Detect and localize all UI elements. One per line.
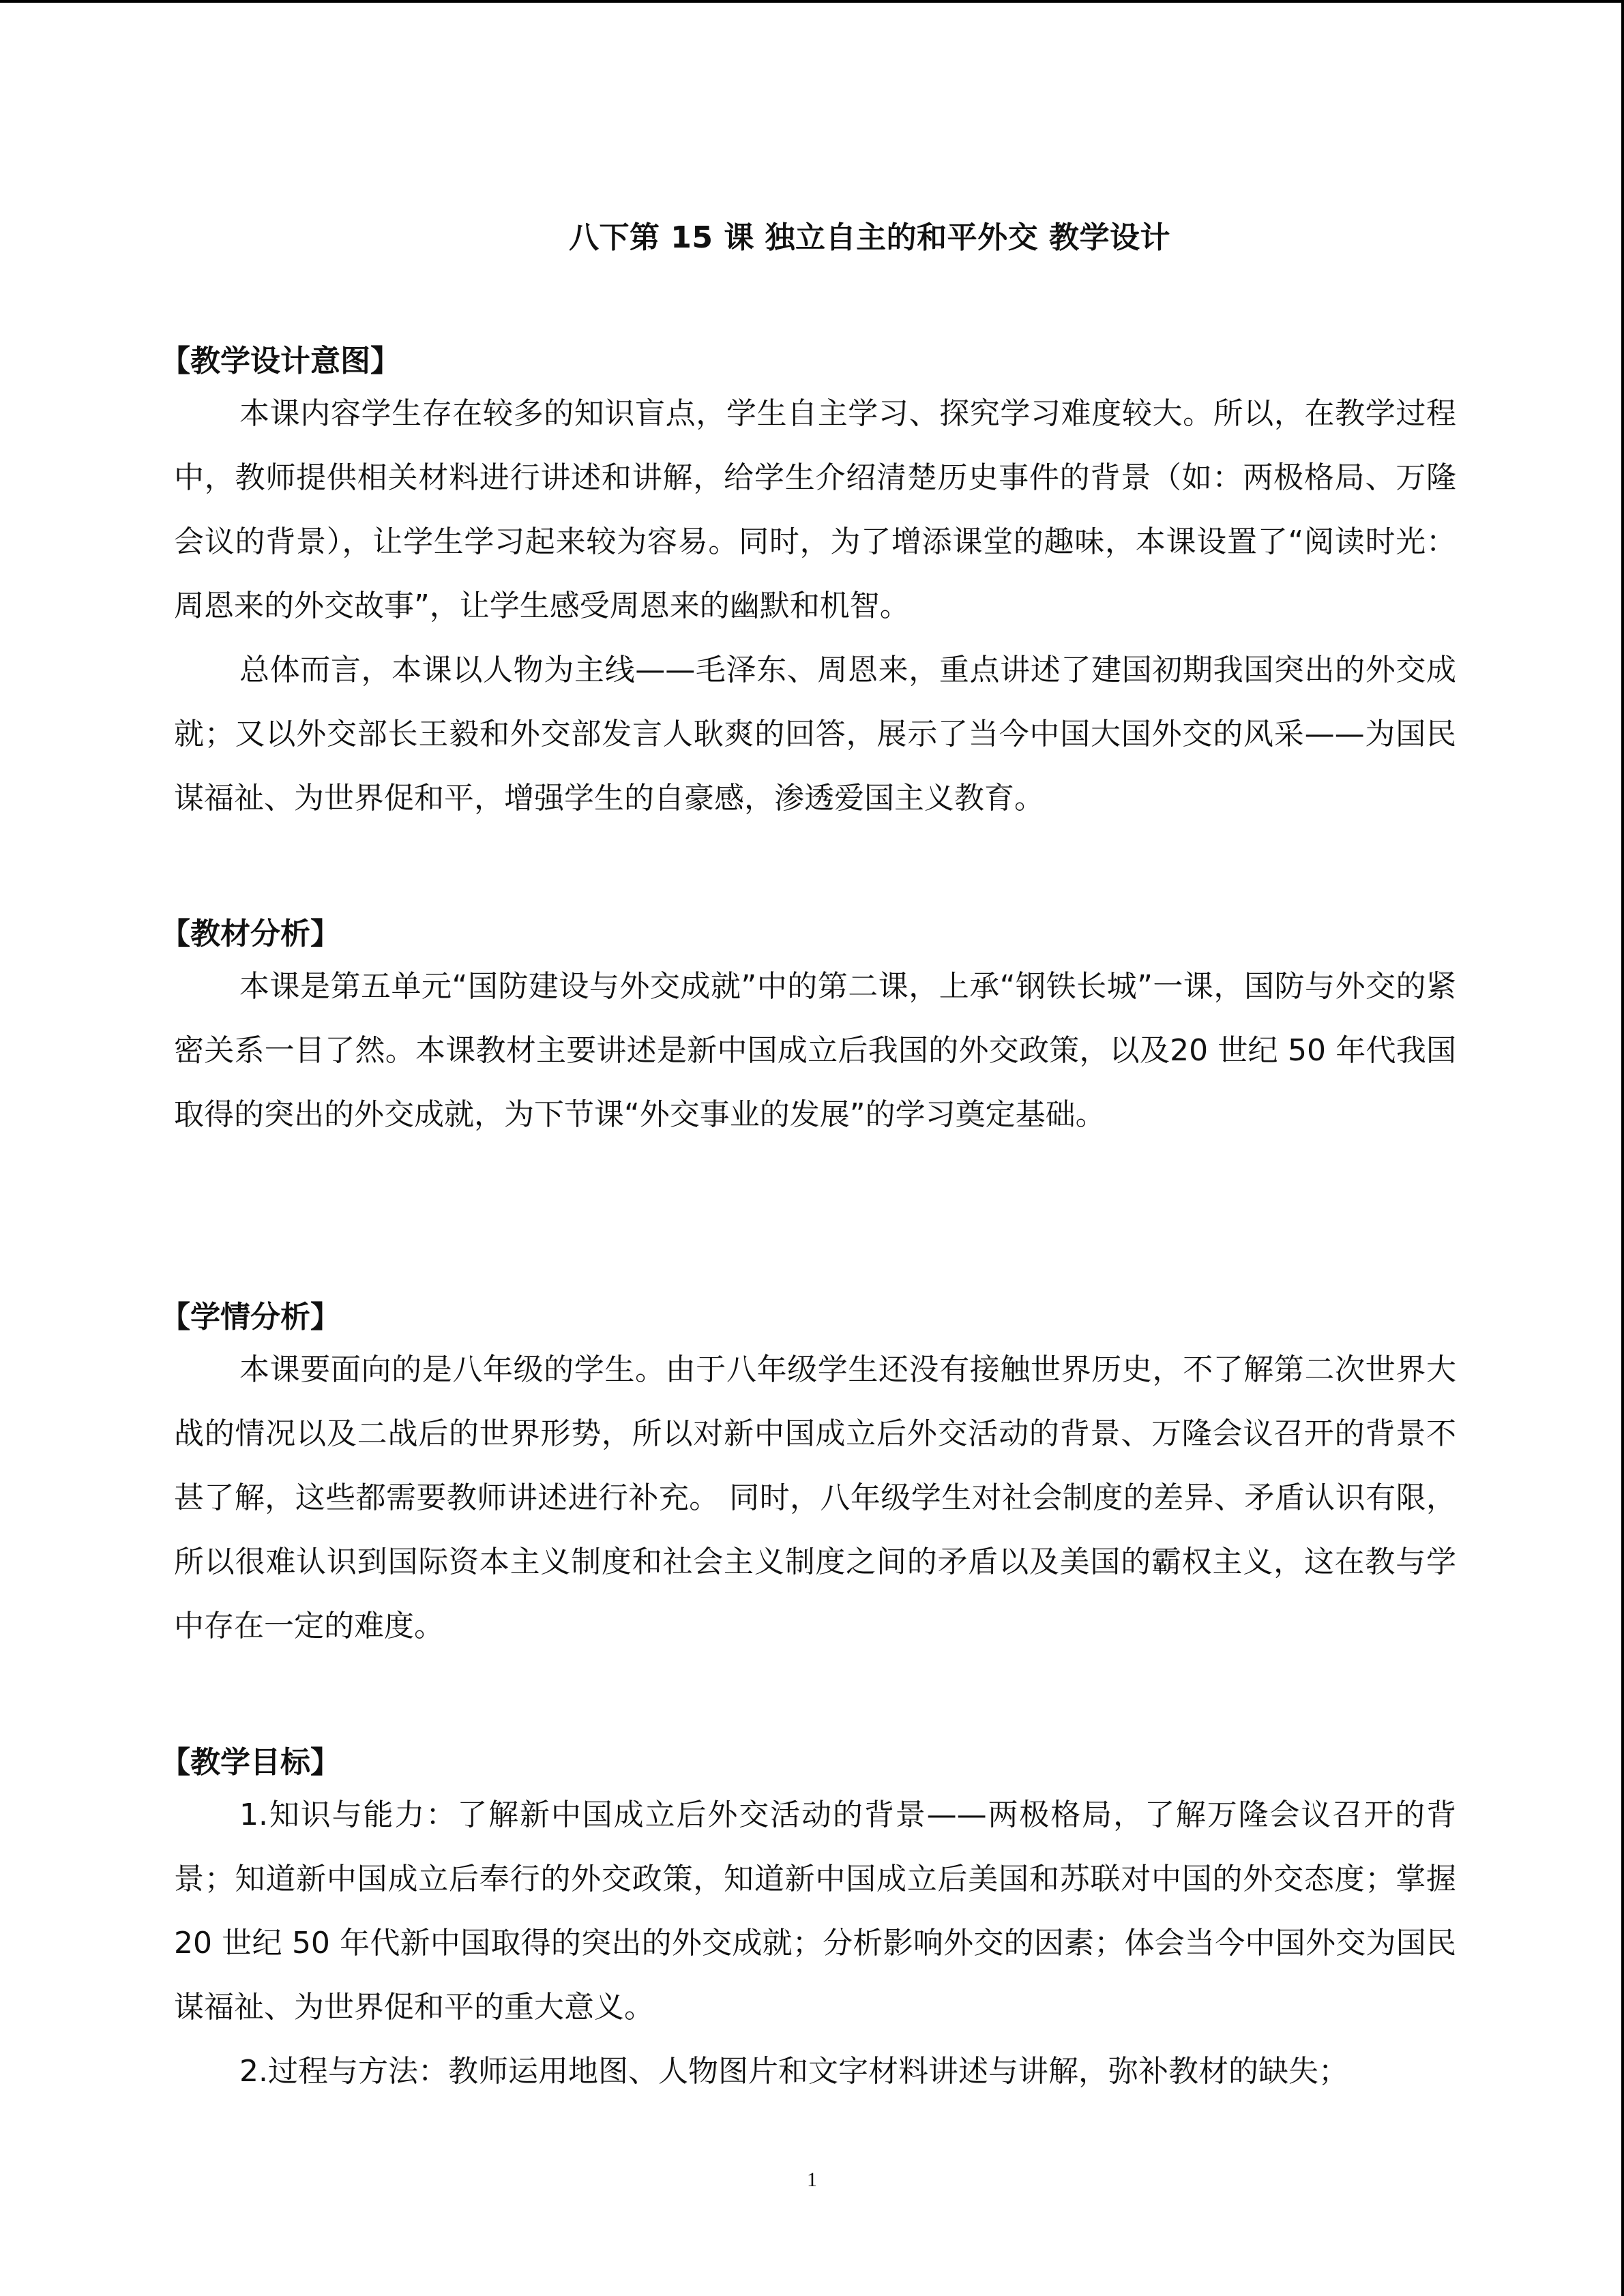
- page-top-border: [0, 0, 1624, 3]
- section-learner-analysis: [160, 1297, 1456, 1658]
- section-teaching-objectives: [160, 1742, 1456, 2104]
- page-number: 1: [807, 2168, 817, 2191]
- paragraph: 本课要面向的是八年级的学生。由于八年级学生还没有接触世界历史，不了解第二次世界大战的情况以及二战后的世界形势，所以对新中国成立后外交活动的背景、万隆会议召开的背景不甚了解，这些都需要教师讲述进行补充。 同时，八年级学生对社会制度的差异、矛盾认识有限，所以很难认识到国际资本主义制度和社会主义制度之间的矛盾以及美国的霸权主义，这在教与学中存在一定的难度。: [174, 1352, 1456, 1643]
- section-heading: 【教材分析】: [160, 916, 340, 951]
- paragraph: 总体而言，本课以人物为主线——毛泽东、周恩来，重点讲述了建国初期我国突出的外交成就；又以外交部长王毅和外交部发言人耿爽的回答，展示了当今中国大国外交的风采——为国民谋福祉、为世界促和平，增强学生的自豪感，渗透爱国主义教育。: [174, 653, 1456, 816]
- paragraph: 本课内容学生存在较多的知识盲点，学生自主学习、探究学习难度较大。所以，在教学过程中，教师提供相关材料进行讲述和讲解，给学生介绍清楚历史事件的背景（如：两极格局、万隆会议的背景），让学生学习起来较为容易。同时，为了增添课堂的趣味，本课设置了“阅读时光：周恩来的外交故事”，让学生感受周恩来的幽默和机智。: [174, 396, 1456, 623]
- section-textbook-analysis: [160, 914, 1456, 1147]
- page-right-border: [1621, 0, 1624, 2296]
- document-title: 八下第 15 课 独立自主的和平外交 教学设计: [568, 220, 1170, 255]
- paragraph: 2.过程与方法：教师运用地图、人物图片和文字材料讲述与讲解，弥补教材的缺失；: [239, 2054, 1348, 2089]
- section-heading: 【学情分析】: [160, 1300, 340, 1335]
- section-heading: 【教学目标】: [160, 1745, 340, 1780]
- section-heading: 【教学设计意图】: [160, 344, 400, 378]
- section-design-intent: [160, 341, 1456, 831]
- paragraph: 1.知识与能力：了解新中国成立后外交活动的背景——两极格局，了解万隆会议召开的背景；知道新中国成立后奉行的外交政策，知道新中国成立后美国和苏联对中国的外交态度；掌握 20 世纪 50 年代新中国取得的突出的外交成就；分析影响外交的因素；体会当今中国外交为国民谋福祉、为世界促和平的重大意义。: [174, 1798, 1456, 2025]
- paragraph: 本课是第五单元“国防建设与外交成就”中的第二课，上承“钢铁长城”一课，国防与外交的紧密关系一目了然。本课教材主要讲述是新中国成立后我国的外交政策，以及20 世纪 50 年代我国取得的突出的外交成就，为下节课“外交事业的发展”的学习奠定基础。: [174, 969, 1456, 1132]
